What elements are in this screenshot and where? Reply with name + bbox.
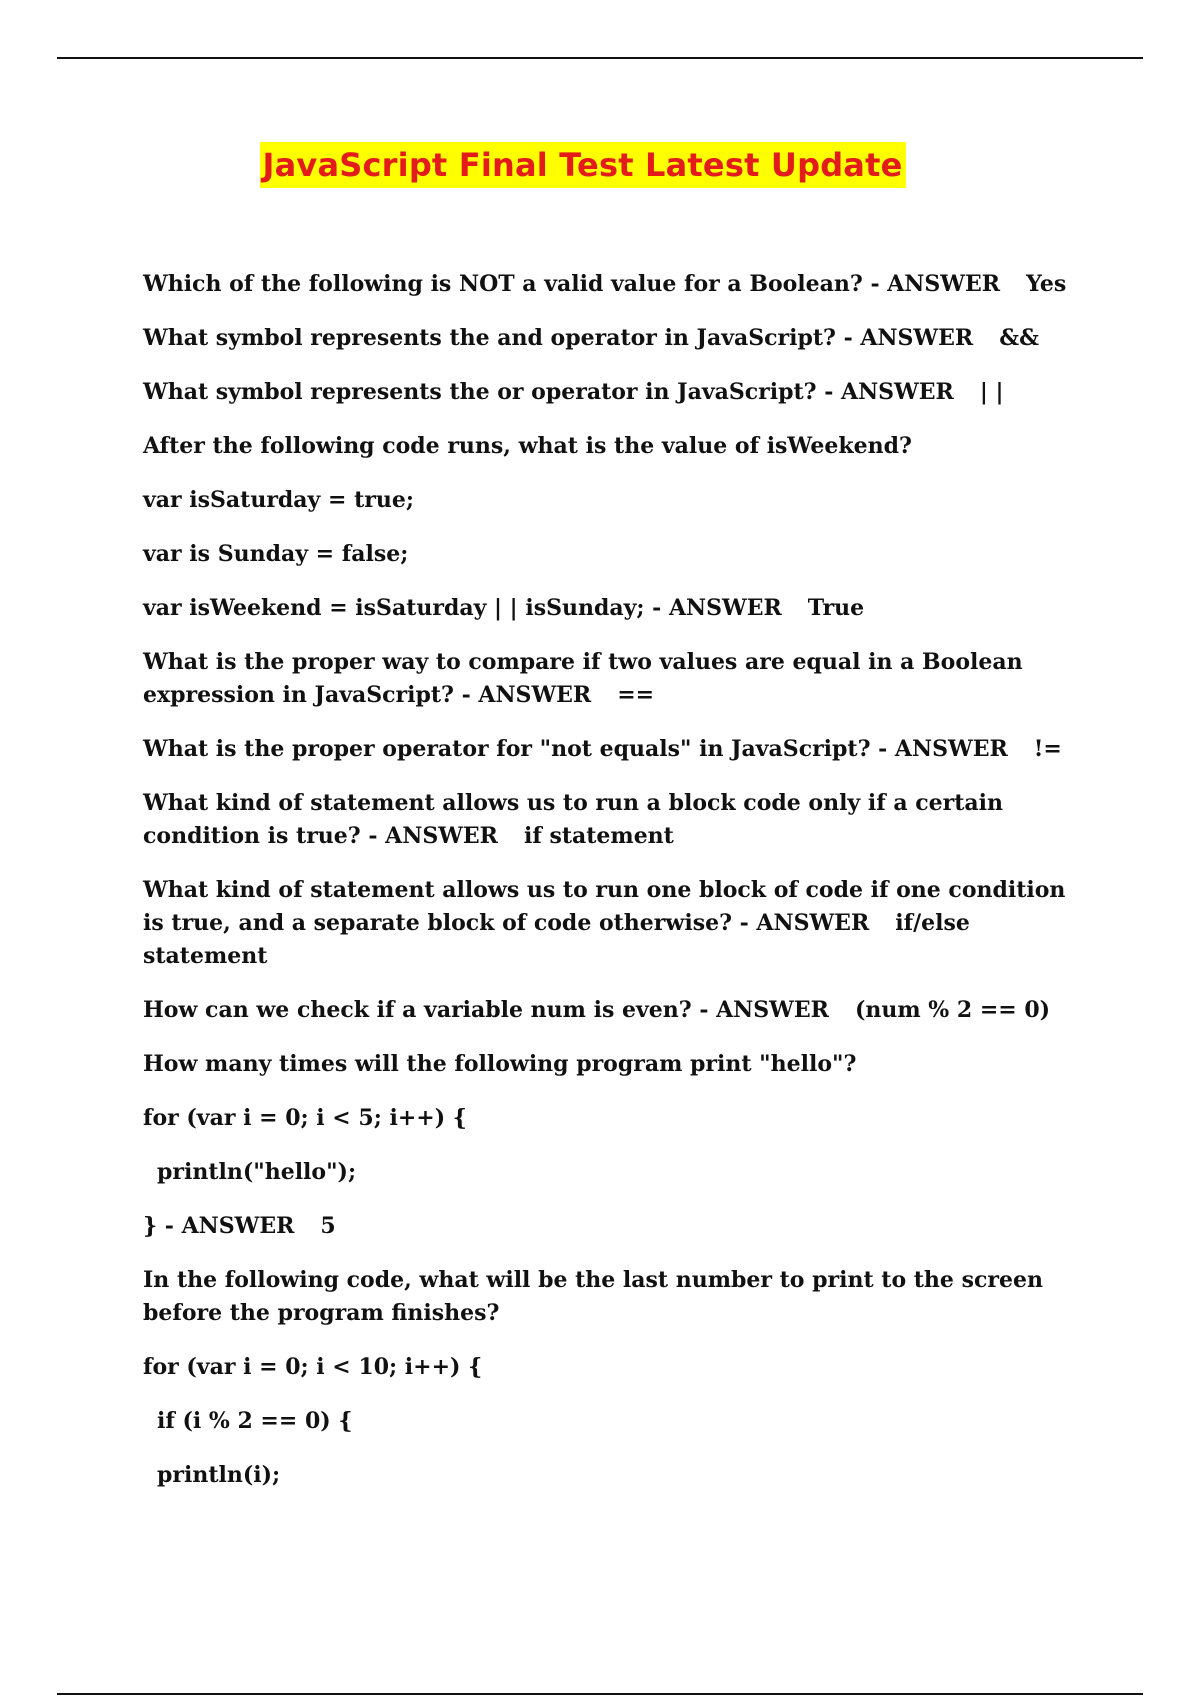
code-line [143,1156,1093,1189]
answer-text: && [999,325,1039,351]
question-line [143,430,1093,463]
question-text: What is the proper way to compare if two values are equal in a Boolean expression in JavaScript? - ANSWER [143,649,1023,708]
qa-item [143,1210,1093,1243]
question-text: What is the proper operator for "not equals" in JavaScript? - ANSWER [143,736,1008,762]
qa-item [143,646,1093,712]
code-line [143,1102,1093,1135]
title-container [0,142,1200,188]
qa-item [143,994,1093,1027]
code-line [143,1405,1093,1438]
code-text: var is Sunday = false; [143,541,409,567]
qa-item [143,733,1093,766]
question-text: What kind of statement allows us to run a block code only if a certain condition is true? - ANSWER [143,790,1004,849]
answer-text: Yes [1026,271,1067,297]
question-line [143,1048,1093,1081]
top-rule [57,57,1143,59]
qa-item [143,874,1093,973]
code-text: for (var i = 0; i < 5; i++) { [143,1105,467,1131]
code-text: for (var i = 0; i < 10; i++) { [143,1354,483,1380]
question-text: In the following code, what will be the last number to print to the screen before the program finishes? [143,1267,1043,1326]
answer-text: | | [979,379,1004,405]
qa-item [143,268,1093,301]
question-text: What kind of statement allows us to run one block of code if one condition is true, and a separate block of code otherwise? - ANSWER [143,877,1066,936]
code-line [143,1459,1093,1492]
qa-item [143,376,1093,409]
code-line [143,484,1093,517]
answer-text: if statement [523,823,674,849]
answer-text: == [617,682,655,708]
answer-text: (num % 2 == 0) [854,997,1051,1023]
question-text: What symbol represents the or operator in JavaScript? - ANSWER [143,379,954,405]
code-line [143,538,1093,571]
question-text: How many times will the following program print "hello"? [143,1051,857,1077]
qa-item [143,787,1093,853]
question-line [143,1264,1093,1330]
document-title: JavaScript Final Test Latest Update [260,142,906,188]
answer-text: if/else statement [143,910,970,969]
code-text: var isWeekend = isSaturday | | isSunday; - ANSWER [143,595,782,621]
code-text: println("hello"); [157,1159,357,1185]
answer-text: 5 [320,1213,336,1239]
answer-text: != [1033,736,1062,762]
question-text: What symbol represents the and operator in JavaScript? - ANSWER [143,325,974,351]
bottom-rule [57,1693,1143,1695]
document-body [143,268,1093,1513]
question-text: Which of the following is NOT a valid value for a Boolean? - ANSWER [143,271,1001,297]
code-text: println(i); [157,1462,281,1488]
answer-text: True [807,595,865,621]
code-line [143,1351,1093,1384]
code-text: } - ANSWER [143,1213,295,1239]
code-text: if (i % 2 == 0) { [157,1408,353,1434]
question-text: After the following code runs, what is the value of isWeekend? [143,433,912,459]
code-text: var isSaturday = true; [143,487,414,513]
qa-item [143,322,1093,355]
qa-item [143,592,1093,625]
question-text: How can we check if a variable num is even? - ANSWER [143,997,829,1023]
